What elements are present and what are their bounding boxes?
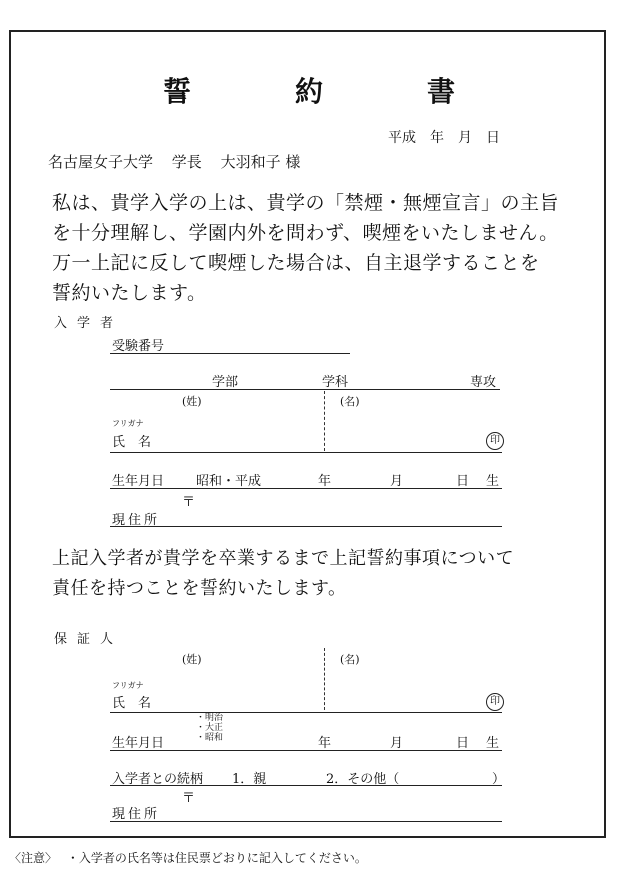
note-label: 〈注意〉 (9, 851, 58, 865)
guarantor-seal-icon: 印 (486, 693, 504, 711)
name-field[interactable] (110, 452, 502, 453)
birth-date-label: 生年月日 (112, 474, 165, 489)
faculty-field[interactable] (110, 389, 500, 390)
president-name: 大羽和子 様 (220, 153, 301, 171)
relation-option-parent[interactable]: 1．親 (232, 772, 267, 787)
birth-suffix: 生 (486, 474, 500, 489)
relation-label: 入学者との続柄 (112, 772, 204, 787)
relation-option-other[interactable]: 2．その他（ (326, 772, 400, 787)
guarantor-paragraph (52, 544, 514, 604)
guarantor-birth-date-label: 生年月日 (112, 736, 165, 751)
guarantor-day-label: 日 (456, 736, 470, 751)
exam-number-label: 受験番号 (112, 339, 165, 354)
guarantor-birth-date-field[interactable] (110, 750, 502, 751)
relation-close: ） (492, 772, 506, 787)
address-field[interactable] (110, 526, 502, 527)
guarantor-year-label: 年 (318, 736, 332, 751)
student-section-label: 入学者 (54, 316, 124, 331)
era-label: 昭和・平成 (196, 474, 262, 489)
guarantor-birth-suffix: 生 (486, 736, 500, 751)
furigana-label: フリガナ (112, 419, 144, 428)
guarantor-line: 上記入学者が貴学を卒業するまで上記誓約事項について (52, 548, 515, 569)
guarantor-name-label: 氏 名 (112, 696, 152, 711)
guarantor-given-name-label: (名) (340, 653, 360, 666)
pledge-line: 私は、貴学入学の上は、貴学の「禁煙・無煙宣言」の主旨 (52, 192, 560, 214)
day-label: 日 (456, 474, 470, 489)
guarantor-section-label: 保証人 (54, 632, 124, 647)
faculty-label: 学部 (212, 375, 239, 390)
department-label: 学科 (322, 375, 349, 390)
president-role: 学長 (171, 153, 202, 171)
pledge-line: 万一上記に反して喫煙した場合は、自主退学することを (52, 252, 540, 274)
name-divider (324, 391, 325, 451)
address-label: 現住所 (112, 513, 161, 528)
guarantor-address-field[interactable] (110, 821, 502, 822)
exam-number-field[interactable] (110, 353, 350, 354)
guarantor-address-label: 現住所 (112, 807, 161, 822)
relation-field[interactable] (110, 785, 502, 786)
guarantor-month-label: 月 (390, 736, 404, 751)
era-option: ・昭和 (196, 733, 224, 743)
pledge-line: 誓約いたします。 (52, 282, 207, 304)
note (9, 849, 367, 866)
era-options (196, 713, 223, 743)
era-option: ・大正 (196, 723, 224, 733)
document-title: 誓 約 書 (162, 75, 493, 108)
era-option: ・明治 (196, 713, 224, 723)
guarantor-line: 責任を持つことを誓約いたします。 (52, 578, 347, 599)
guarantor-name-divider (324, 648, 325, 710)
pledge-paragraph (52, 188, 559, 308)
birth-date-field[interactable] (110, 488, 502, 489)
guarantor-name-field[interactable] (110, 712, 502, 713)
major-label: 専攻 (470, 375, 497, 390)
addressee (48, 151, 314, 172)
guarantor-postal-mark: 〒 (182, 791, 196, 806)
month-label: 月 (390, 474, 404, 489)
seal-icon: 印 (486, 432, 504, 450)
pledge-line: を十分理解し、学園内外を問わず、喫煙をいたしません。 (52, 222, 559, 244)
guarantor-surname-label: (姓) (182, 653, 202, 666)
note-text: ・入学者の氏名等は住民票どおりに記入してください。 (66, 851, 367, 865)
guarantor-furigana-label: フリガナ (112, 681, 144, 690)
year-label: 年 (318, 474, 332, 489)
name-label: 氏 名 (112, 435, 152, 450)
date-field[interactable]: 平成 年 月 日 (388, 130, 500, 146)
postal-mark: 〒 (182, 495, 196, 510)
university-name: 名古屋女子大学 (48, 153, 154, 171)
given-name-label: (名) (340, 395, 360, 408)
surname-label: (姓) (182, 395, 202, 408)
